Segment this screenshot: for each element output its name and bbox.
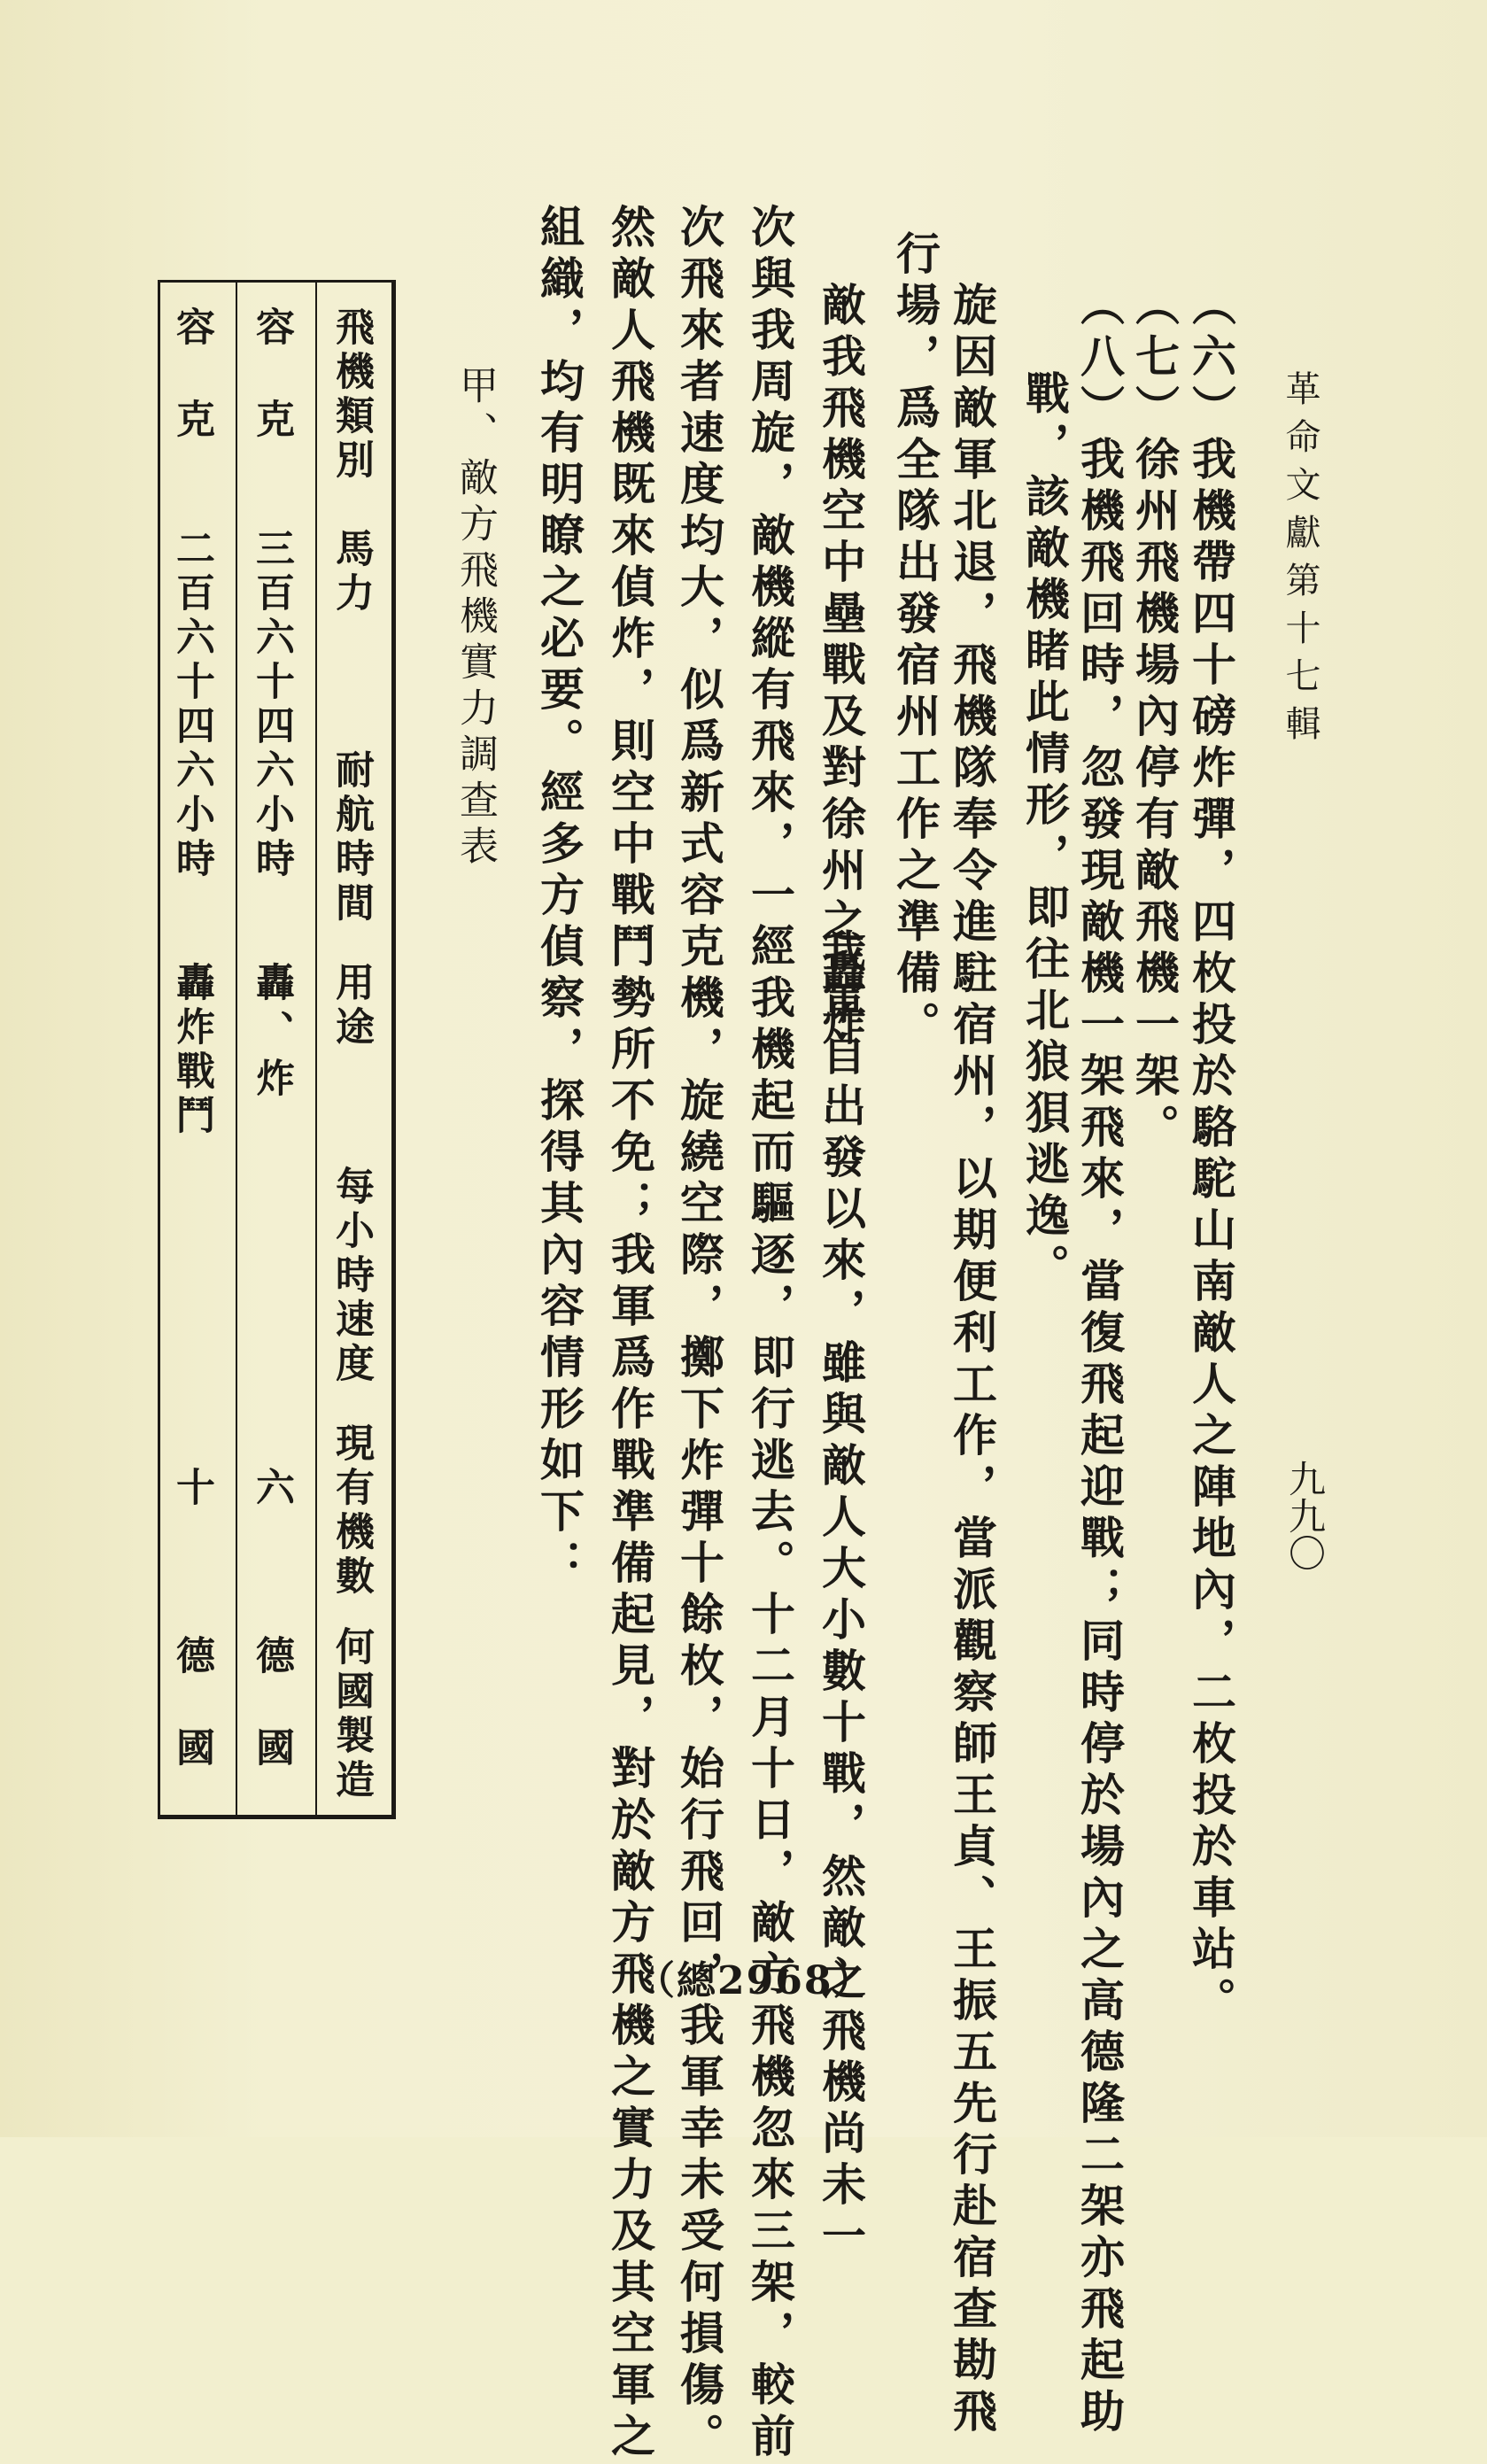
section-lead: 我軍自出發以來，雖與敵人大小數十戰，然敵之飛機尚未一: [815, 928, 867, 2264]
text-column-2: （七）徐州飛機場內停有敵飛機一架。: [1128, 282, 1181, 1155]
table-row-divider-1: [315, 280, 317, 1817]
table-border-top: [158, 280, 396, 283]
header-aircraft-type: 飛機類別: [329, 306, 374, 484]
text-column-9: 然敵人飛機既來偵炸，則空中戰鬥勢所不免；我軍爲作戰準備起見，對於敵方飛機之實力及其空軍之: [604, 204, 656, 2464]
text-column-3: （八）我機飛回時，忽發現敵機一架飛來，當復飛起迎戰；同時停於場內之高德隆二架亦飛起助: [1073, 282, 1126, 2439]
text-column-8: 次飛來者速度均大，似爲新式容克機，旋繞空際，擲下炸彈十餘枚，始行飛回，我軍幸未受何損傷。: [673, 204, 725, 2464]
text-column-10: 組織，均有明瞭之必要。經多方偵察，探得其內容情形如下：: [533, 204, 585, 1591]
row2-type: 容克: [169, 306, 214, 491]
row1-country: 德國: [249, 1635, 294, 1819]
row2-country: 德國: [169, 1635, 214, 1819]
row1-horsepower: 三百六十四: [249, 528, 294, 749]
text-column-4: 戰，該敵機睹此情形，即往北狼狽逃逸。: [1018, 370, 1071, 1295]
header-country: 何國製造: [329, 1626, 374, 1803]
header-speed: 每小時速度: [329, 1166, 374, 1387]
section-title: 敵我飛機空中壘戰及對徐州之轟炸: [815, 282, 867, 1052]
table-row-divider-2: [236, 280, 237, 1817]
aircraft-table: [158, 280, 397, 1817]
header-usage: 用途: [329, 962, 374, 1050]
table-border-left: [158, 280, 160, 1817]
header-endurance: 耐航時間: [329, 749, 374, 926]
text-column-7: 次與我周旋，敵機縱有飛來，一經我機起而驅逐，即行逃去。十二月十日，敵方飛機忽來三架，較前: [744, 204, 796, 2464]
table-title: 甲、敵方飛機實力調查表: [453, 365, 498, 872]
row1-endurance: 六小時: [249, 749, 294, 882]
row1-usage: 轟、炸: [249, 962, 294, 1105]
table-border-right: [391, 280, 396, 1817]
text-column-1: （六）我機帶四十磅炸彈，四枚投於駱駝山南敵人之陣地內，二枚投於車站。: [1185, 282, 1237, 2028]
text-column-6: 行場，爲全隊出發宿州工作之準備。: [889, 230, 941, 1052]
running-title: 革命文獻第十七輯: [1280, 370, 1320, 753]
row2-count: 十: [169, 1467, 214, 1511]
row2-usage: 轟炸戰鬥: [169, 962, 214, 1139]
row1-count: 六: [249, 1467, 294, 1511]
row2-horsepower: 二百六十四: [169, 528, 214, 749]
header-horsepower: 馬力: [329, 528, 374, 616]
header-count: 現有機數: [329, 1422, 374, 1600]
page-number: 九九〇: [1283, 1460, 1327, 1571]
page-stamp: （總2968）: [636, 1958, 874, 2003]
row2-endurance: 六小時: [169, 749, 214, 882]
row1-type: 容克: [249, 306, 294, 491]
text-column-5: 旋因敵軍北退，飛機隊奉令進駐宿州，以期便利工作，當派觀察師王貞、王振五先行赴宿查勘飛: [946, 282, 998, 2439]
